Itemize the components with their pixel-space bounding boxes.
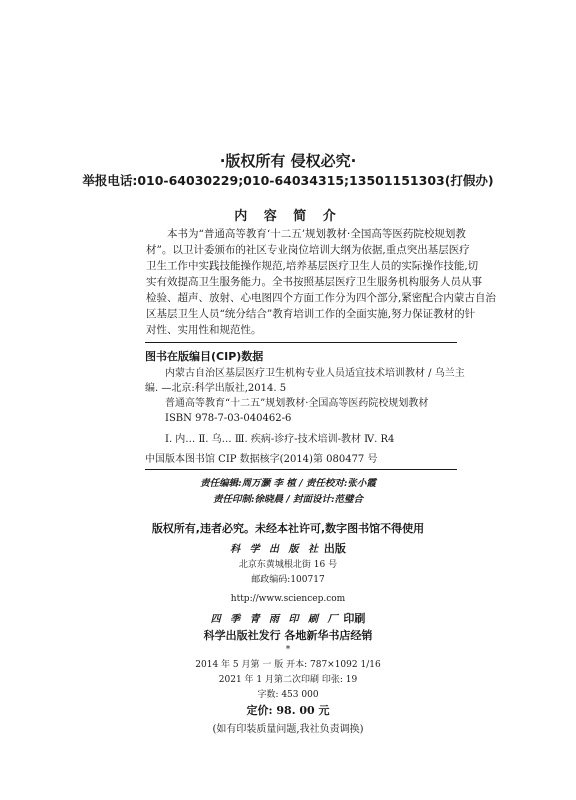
report-phone: 举报电话:010-64030229;010-64034315;13501151303(打假办) bbox=[82, 173, 494, 188]
price: 定价: 98. 00 元 bbox=[246, 704, 330, 717]
editors-block bbox=[0, 476, 576, 508]
summary-line: 卫生工作中实践技能操作规范,培养基层医疗卫生人员的实际操作技能,切 bbox=[146, 260, 479, 272]
cip-title: 图书在版编目(CIP)数据 bbox=[145, 350, 264, 363]
summary-line: 区基层卫生人员“统分结合”教育培训工作的全面实施,努力保证教材的针 bbox=[146, 308, 476, 320]
copyright-notice: ·版权所有 侵权必究· bbox=[219, 152, 357, 170]
publisher-suffix: 出版 bbox=[323, 542, 346, 555]
cip-number-block bbox=[145, 452, 457, 467]
printer-line bbox=[0, 611, 576, 628]
publisher-address: 北京东黄城根北街 16 号 bbox=[238, 560, 338, 570]
summary-line: 检验、超声、放射、心电图四个方面工作分为四个部分,紧密配合内蒙古自治 bbox=[146, 292, 496, 304]
separator-star: * bbox=[285, 645, 291, 655]
editors-line: 责任编辑:周万灏 李 植 / 责任校对:张小霞 bbox=[200, 478, 376, 489]
summary-line: 对性、实用性和规范性。 bbox=[146, 324, 262, 336]
summary-heading: 内 容 简 介 bbox=[234, 209, 342, 224]
cip-bottom-rule bbox=[145, 469, 457, 470]
cip-isbn: ISBN 978-7-03-040462-6 bbox=[165, 413, 292, 424]
cip-entry bbox=[145, 366, 465, 426]
word-count: 字数: 453 000 bbox=[257, 690, 319, 700]
printing-line: 2021 年 1 月第二次印刷 印张: 19 bbox=[218, 675, 358, 685]
quality-note: (如有印装质量问题,我社负责调换) bbox=[212, 724, 364, 735]
summary-line: 本书为“普通高等教育‘十二五’规划教材·全国高等医药院校规划教 bbox=[167, 228, 466, 240]
imprint-block bbox=[0, 541, 576, 737]
edition-line: 2014 年 5 月第 一 版 开本: 787×1092 1/16 bbox=[195, 660, 381, 670]
printer-name: 四 季 青 雨 印 刷 厂 bbox=[210, 614, 341, 625]
cip-series: 普通高等教育“十二五”规划教材·全国高等医药院校规划教材 bbox=[165, 398, 429, 409]
cip-top-rule bbox=[145, 342, 457, 343]
distribution-line: 科学出版社发行 各地新华书店经销 bbox=[203, 629, 373, 642]
summary-line: 实有效提高卫生服务能力。全书按照基层医疗卫生服务机构服务人员从事 bbox=[146, 276, 482, 288]
usage-notice: 版权所有,违者必究。未经本社许可,数字图书馆不得使用 bbox=[151, 522, 425, 535]
summary-body bbox=[146, 226, 496, 338]
cip-number: 中国版本图书馆 CIP 数据核字(2014)第 080477 号 bbox=[145, 454, 378, 465]
cip-entry-line: 内蒙古自治区基层医疗卫生机构专业人员适宜技术培训教材 / 乌兰主 bbox=[165, 368, 465, 379]
publisher-website: http://www.sciencep.com bbox=[230, 594, 346, 604]
printer-suffix: 印刷 bbox=[343, 612, 366, 625]
editors-line: 责任印制:徐晓晨 / 封面设计:范璧合 bbox=[212, 494, 364, 505]
cip-entry-line: 编. —北京:科学出版社,2014. 5 bbox=[145, 383, 287, 394]
publisher-postcode: 邮政编码:100717 bbox=[251, 575, 325, 585]
cip-classification-block bbox=[145, 432, 457, 447]
cip-classification: Ⅰ. 内… Ⅱ. 乌… Ⅲ. 疾病-诊疗-技术培训-教材 Ⅳ. R4 bbox=[165, 434, 395, 445]
publisher-line bbox=[0, 541, 576, 558]
summary-line: 材”。以卫计委颁布的社区专业岗位培训大纲为依据,重点突出基层医疗 bbox=[146, 244, 470, 256]
publisher-name: 科 学 出 版 社 bbox=[230, 544, 322, 555]
